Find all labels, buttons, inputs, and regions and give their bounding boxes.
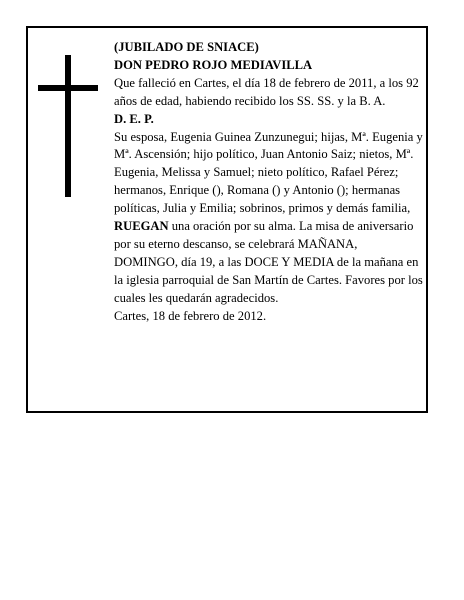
ruegan-text: una oración por su alma. La misa de aniversario por su eterno descanso, se celebrará MAÑANA, DOMINGO, día 19, a las DOCE Y MEDIA de la mañana en la iglesia parroquial de San Martín de Cartes. Favores por los cuales les quedarán agradecidos. — [114, 219, 423, 305]
place-date: Cartes, 18 de febrero de 2012. — [114, 308, 267, 323]
family-list: Su esposa, Eugenia Guinea Zunzunegui; hijas, Mª. Eugenia y Mª. Ascensión; hijo político, Juan Antonio Saiz; nietos, Mª. Eugenia, Melissa y Samuel; nieto político, Rafael Pérez; hermanos, Enrique (), Romana () y Antonio (); hermanas políticas, Julia y Emilia; sobrinos, primos y demás familia, — [114, 129, 423, 216]
cross-icon — [38, 55, 98, 197]
obituary-notice-frame — [26, 26, 428, 413]
obituary-text-block — [114, 39, 424, 326]
dep-line: D. E. P. — [114, 111, 154, 126]
cross-vertical-bar — [65, 55, 71, 197]
deceased-name: DON PEDRO ROJO MEDIAVILLA — [114, 57, 313, 72]
ruegan-word: RUEGAN — [114, 219, 169, 234]
ruegan-paragraph — [114, 218, 424, 308]
cross-horizontal-bar — [38, 85, 98, 91]
death-info: Que falleció en Cartes, el día 18 de febrero de 2011, a los 92 años de edad, habiendo recibido los SS. SS. y la B. A. — [114, 75, 419, 108]
notice-header: (JUBILADO DE SNIACE) — [114, 40, 259, 54]
